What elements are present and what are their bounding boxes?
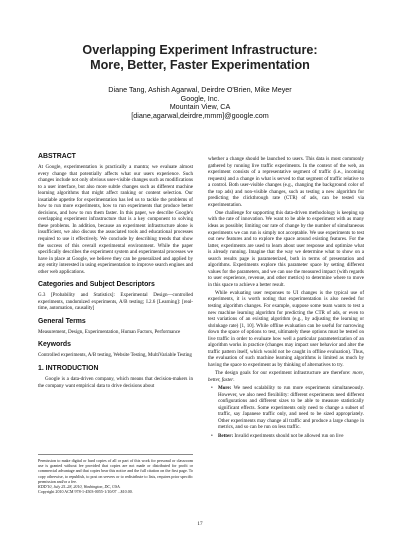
introduction-heading: 1. INTRODUCTION	[38, 365, 99, 373]
general-terms-heading: General Terms	[38, 317, 86, 325]
bullet-label-better: Better:	[218, 432, 234, 439]
title-line-1: Overlapping Experiment Infrastructure:	[82, 43, 318, 57]
list-item-better	[211, 432, 364, 440]
bullet-icon: •	[211, 432, 213, 439]
page-number: 17	[197, 521, 203, 527]
bullet-text-more: We need scalability to run more experiments simultaneously. However, we also need flexibility: different experiments need different configurations and different sizes to be able to measure statistically significant effects. Some experiments only need to change a subset of traffic, say Japanese traffic only, and need to be sized appropriately. Other experiments may change all traffic and produce a large change in metrics, and so can be run on less traffic.	[218, 385, 364, 431]
author-names: Diane Tang, Ashish Agarwal, Deirdre O'Brien, Mike Meyer	[108, 85, 292, 94]
keywords-heading: Keywords	[38, 341, 71, 349]
abstract-text: At Google, experimentation is practically a mantra; we evaluate almost every change that potentially affects what our users experience. Such changes include not only obvious user-visible changes such as modifications to a user interface, but also more subtle changes such as different machine learning algorithms that might affect ranking or content selection. Our insatiable appetite for experimentation has led us to tackle the problems of how to run more experiments, how to run experiments that produce better decisions, and how to run them faster. In this paper, we describe Google's overlapping experiment infrastructure that is a key component to solving these problems. In addition, because an experiment infrastructure alone is insufficient, we also discuss the associated tools and educational processes required to use it effectively. We conclude by describing trends that show the success of this overall experimental environment. While the paper specifically describes the experiment system and experimental processes we have in place at Google, we believe they can be generalized and applied by any entity interested in using experimentation to improve search engines and other web applications.	[38, 164, 194, 275]
location: Mountain View, CA	[169, 102, 231, 112]
bullet-icon: •	[211, 385, 213, 392]
categories-heading: Categories and Subject Descriptors	[38, 281, 155, 289]
list-item-more	[211, 385, 364, 431]
abstract-heading: ABSTRACT	[38, 153, 76, 160]
general-terms-text: Measurement, Design, Experimentation, Human Factors, Performance	[38, 328, 181, 335]
bullet-text-better: Invalid experiments should not be allowed run on live	[233, 432, 344, 439]
design-goals-list	[208, 385, 364, 439]
copyright-footnote	[38, 454, 193, 494]
body-paragraph-3: While evaluating user responses to UI changes is the typical use of experiments, it is worth noting that experimentation is also needed for testing algorithm changes. For example, suppose some team wants to test a new machine learning algorithm for predicting the CTR of ads, or even to test variations of an existing algorithm (e.g., by adjusting the learning or shrinkage rate) [1, 10]. While offline evaluation can be useful for narrowing down the space of options to test, ultimately these options must be tested on live traffic in order to evaluate how well a particular parameterization of an algorithm works in practice (changes may impact user behavior and alter the traffic pattern itself, which would not be caught in offline evaluation). Thus, the evaluation of such machine learning algorithms is limited as much by having the space to experiment as by thinking of alternatives to try.	[208, 289, 364, 368]
keywords-text: Controlled experiments, A/B testing, Website Testing, MultiVariable Testing	[38, 352, 192, 359]
affiliation: Google, Inc.	[180, 93, 220, 103]
title-line-2: More, Better, Faster Experimentation	[90, 58, 310, 72]
bullet-label-more: More:	[218, 385, 232, 392]
body-paragraph-1: whether a change should be launched to users. This data is most commonly gathered by running live traffic experiments. In the context of the web, an experiment consists of a representative segment of traffic (i.e., incoming requests) and a change in what is served to that segment of traffic relative to a control. Both user-visible changes (e.g., changing the background color of the top ads) and non-visible changes, such as testing a new algorithm for predicting the clickthrough rate (CTR) of ads, can be tested via experimentation.	[208, 156, 364, 208]
footnote-conference: KDD'10, July 25–28, 2010, Washington, DC, USA.	[38, 484, 121, 490]
left-column	[38, 153, 193, 391]
right-column	[208, 156, 364, 441]
categories-text: G.3 [Probability and Statistics]: Experimental Design—controlled experiments, randomized experiments, A/B testing; I.2.6 [Learning]: [real-time, automation, causality]	[38, 292, 193, 312]
paper-title	[20, 43, 380, 73]
footnote-copyright: Copyright 2010 ACM 978-1-4503-0055-1/10/07 ...$10.00.	[38, 489, 133, 495]
introduction-text: Google is a data-driven company, which means that decision-makers in the company want empirical data to drive decisions about	[38, 376, 193, 389]
design-goals-emphasis: more, better, faster	[208, 370, 364, 383]
body-paragraph-2: One challenge for supporting this data-driven methodology is keeping up with the rate of innovation. We want to be able to experiment with as many ideas as possible; limiting our rate of change by the number of simultaneous experiments we can run is simply not acceptable. We use experiments to test out new features and to explore the space around existing features. For the latter, experiments are used to learn about user response and optimize what is already running. Imagine that the way we determine what to show on a search results page is parameterized, both in terms of presentation and algorithms. Experiments explore this parameter space by setting different values for the parameters, and we can use the measured impact (with regards to user experience, revenue, and other metrics) to determine where to move in this space to achieve a better result.	[208, 209, 364, 288]
design-goals-lead: The design goals for our experiment infrastructure are therefore:	[215, 370, 353, 376]
author-emails: [diane,agarwal,deirdre,mmm]@google.com	[131, 110, 269, 120]
author-block	[20, 86, 380, 120]
design-goals-end: .	[233, 376, 235, 383]
body-paragraph-4	[208, 370, 364, 383]
footnote-permission: Permission to make digital or hard copies of all or part of this work for personal or classroom use is granted without fee provided that copies are not made or distributed for profit or commercial advantage and that copies bear this notice and the full citation on the first page. To copy otherwise, to republish, to post on servers or to redistribute to lists, requires prior specific permission and/or a fee.	[38, 458, 193, 484]
